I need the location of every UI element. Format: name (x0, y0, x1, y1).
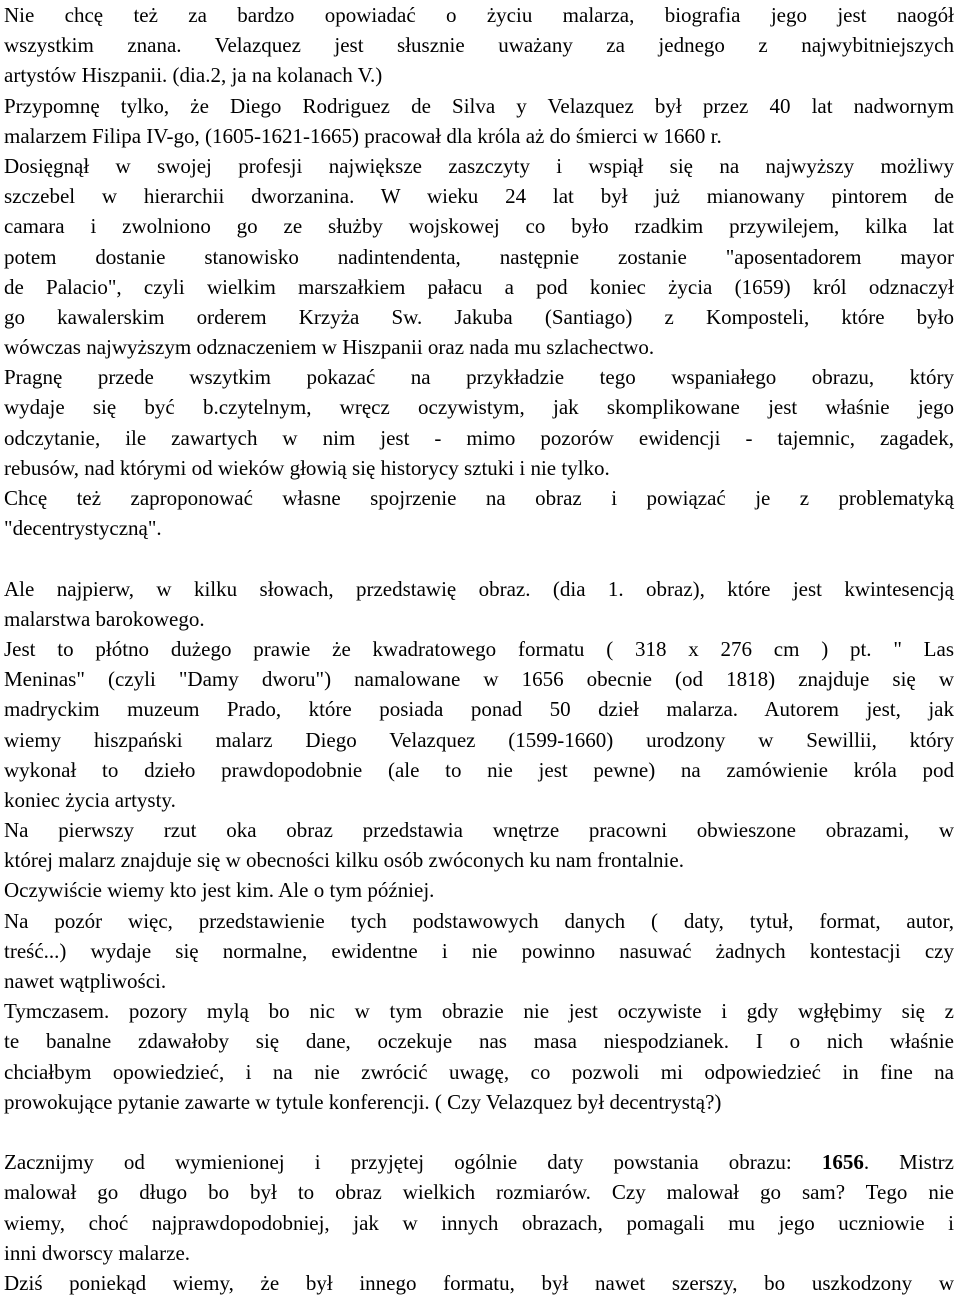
text-line: Zacznijmy od wymienionej i przyjętej ogólnie daty powstania obrazu: 1656. Mistrz (4, 1150, 954, 1175)
paragraph-dating (4, 1147, 960, 1298)
text-line: artystów Hiszpanii. (dia.2, ja na kolanach V.) (4, 63, 383, 88)
text-line: malarstwa barokowego. (4, 606, 205, 631)
text-line: potem dostanie stanowisko nadintendenta, następnie zostanie "aposentadorem mayor (4, 244, 954, 269)
text-line: Meninas" (czyli "Damy dworu") namalowane w 1656 obecnie (od 1818) znajduje się w (4, 667, 954, 692)
text-line: prowokujące pytanie zawarte w tytule konferencji. ( Czy Velazquez był decentrystą?) (4, 1089, 722, 1114)
text-line: rebusów, nad którymi od wieków głowią się historycy sztuki i nie tylko. (4, 455, 610, 480)
text-line: Przypomnę tylko, że Diego Rodriguez de Silva y Velazquez był przez 40 lat nadwornym (4, 93, 954, 118)
text-line: wykonał to dzieło prawdopodobnie (ale to nie jest pewne) na zamówienie króla pod (4, 757, 954, 782)
text-line: te banalne zdawałoby się dane, oczekuje nas masa niespodzianek. I o nich właśnie (4, 1029, 954, 1054)
text-line: "decentrystyczną". (4, 516, 162, 541)
text-line: Dziś poniekąd wiemy, że był innego formatu, był nawet szerszy, bo uszkodzony w (4, 1270, 954, 1295)
text-line: camara i zwolniono go ze służby wojskowej co było rzadkim przywilejem, kilka lat (4, 214, 954, 239)
text-line: wydaje się być b.czytelnym, wręcz oczywistym, jak skomplikowane jest właśnie jego (4, 395, 954, 420)
text-line: inni dworscy malarze. (4, 1240, 191, 1265)
text-line: malował go długo bo był to obraz wielkich rozmiarów. Czy malował go sam? Tego nie (4, 1180, 954, 1205)
text-line: szczebel w hierarchii dworzanina. W wieku 24 lat był już mianowany pintorem de (4, 184, 954, 209)
text-line: Dosięgnął w swojej profesji największe zaszczyty i wspiął się na najwyższy możliwy (4, 153, 954, 178)
text-line: koniec życia artysty. (4, 787, 176, 812)
text-line: Nie chcę też za bardzo opowiadać o życiu malarza, biografia jego jest naogół (4, 3, 954, 27)
text-line: wiemy, choć najprawdopodobniej, jak w innych obrazach, pomagali mu jego uczniowie i (4, 1210, 954, 1235)
text-line: Ale najpierw, w kilku słowach, przedstawię obraz. (dia 1. obraz), które jest kwintesencją (4, 576, 954, 601)
text-line: de Palacio", czyli wielkim marszałkiem pałacu a pod koniec życia (1659) król odznaczył (4, 274, 954, 299)
blank-line (4, 1117, 960, 1147)
paragraph-biography (4, 0, 960, 543)
text-line: Pragnę przede wszytkim pokazać na przykładzie tego wspaniałego obrazu, który (4, 365, 954, 390)
text-line: Tymczasem. pozory mylą bo nic w tym obrazie nie jest oczywiste i gdy wgłębimy się z (4, 999, 954, 1024)
text-line: madryckim muzeum Prado, które posiada ponad 50 dzieł malarza. Autorem jest, jak (4, 697, 954, 722)
text-line: chciałbym opowiedzieć, i na nie zwrócić uwagę, co pozwoli mi odpowiedzieć in fine na (4, 1059, 954, 1084)
text-line: Jest to płótno dużego prawie że kwadratowego formatu ( 318 x 276 cm ) pt. " Las (4, 636, 954, 661)
text-line: Na pierwszy rzut oka obraz przedstawia wnętrze pracowni obwieszone obrazami, w (4, 818, 954, 843)
text-line: odczytanie, ile zawartych w nim jest - mimo pozorów ewidencji - tajemnic, zagadek, (4, 425, 954, 450)
text-line: Na pozór więc, przedstawienie tych podstawowych danych ( daty, tytuł, format, autor, (4, 908, 954, 933)
text-line: wówczas najwyższym odznaczeniem w Hiszpanii oraz nada mu szlachectwo. (4, 335, 655, 360)
text-line: której malarz znajduje się w obecności kilku osób zwóconych ku nam frontalnie. (4, 848, 684, 873)
text-line: Chcę też zaproponować własne spojrzenie na obraz i powiązać je z problematyką (4, 486, 954, 510)
blank-line (4, 543, 960, 573)
text-line: Oczywiście wiemy kto jest kim. Ale o tym później. (4, 878, 435, 903)
text-line: wszystkim znana. Velazquez jest słusznie uważany za jednego z najwybitniejszych (4, 33, 954, 58)
text-line: treść...) wydaje się normalne, ewidentne i nie powinno nasuwać żadnych kontestacji czy (4, 938, 954, 963)
paragraph-painting-description (4, 574, 960, 1117)
text-line: wiemy hiszpański malarz Diego Velazquez (1599-1660) urodzony w Sewillii, który (4, 727, 954, 752)
text-line: go kawalerskim orderem Krzyża Sw. Jakuba (Santiago) z Komposteli, które było (4, 304, 954, 329)
text-line: malarzem Filipa IV-go, (1605-1621-1665) pracował dla króla aż do śmierci w 1660 r. (4, 123, 722, 148)
text-line: nawet wątpliwości. (4, 969, 167, 993)
